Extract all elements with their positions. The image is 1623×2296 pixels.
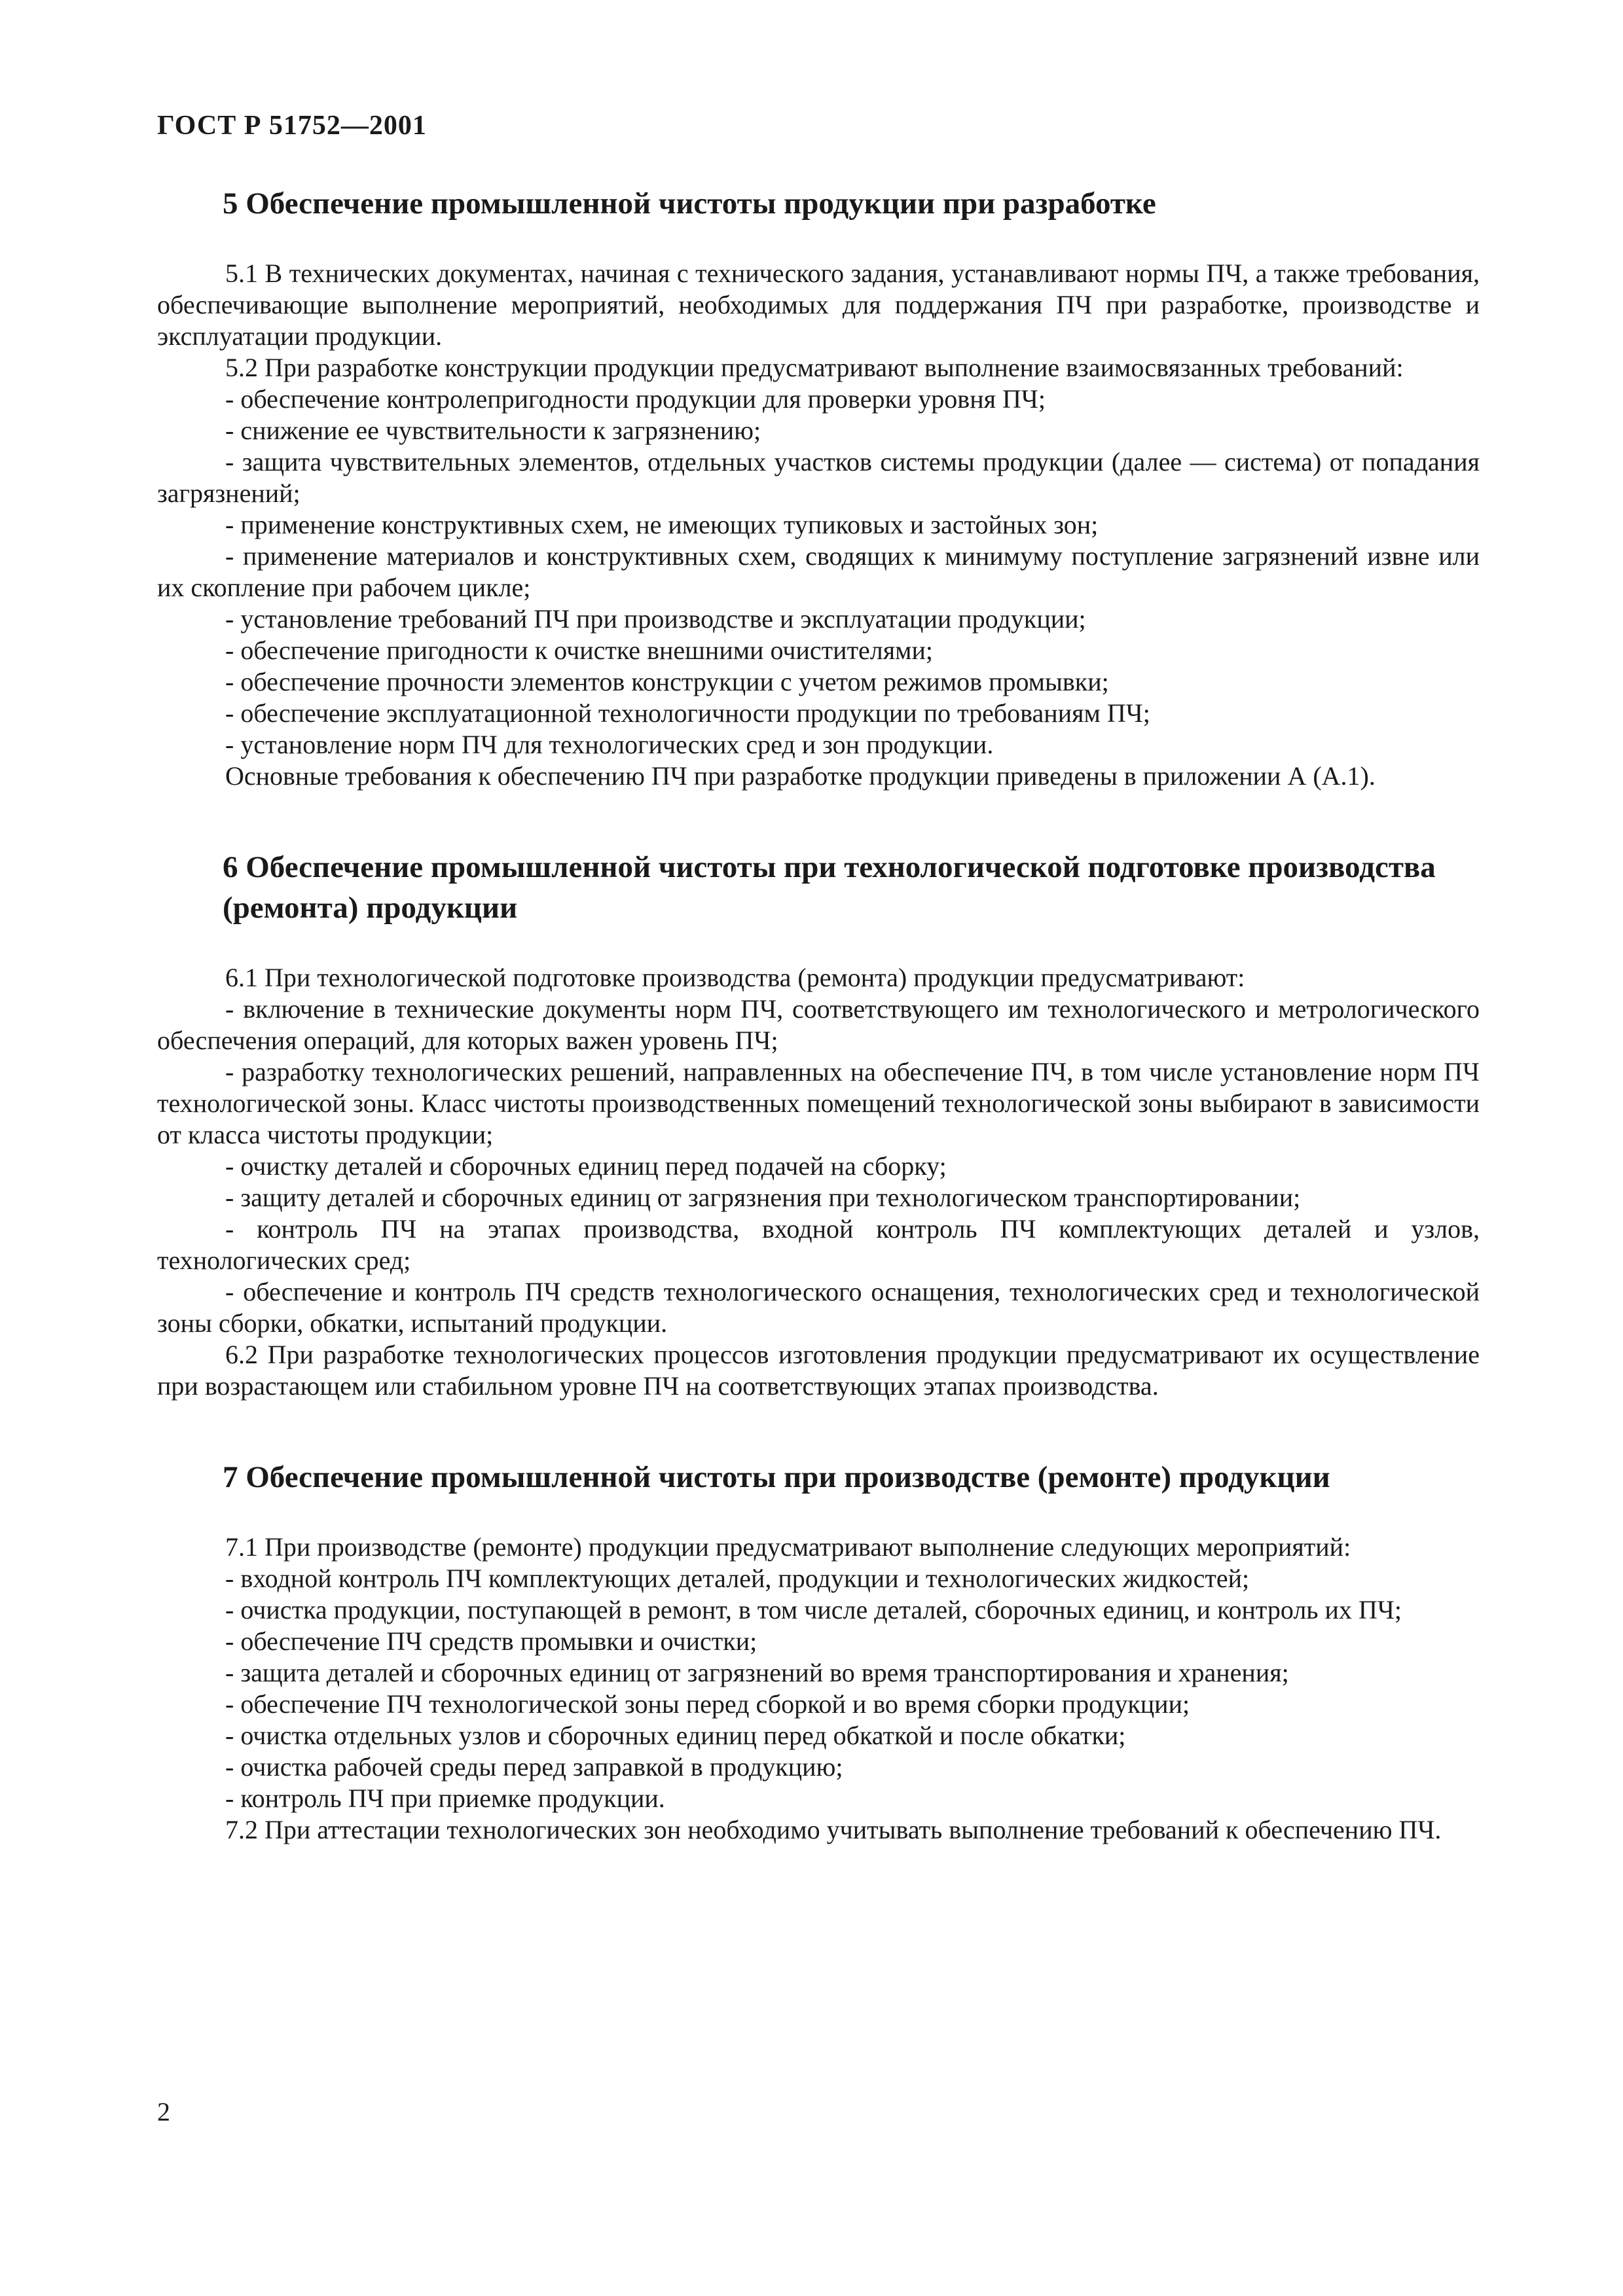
document-body <box>157 183 1480 1901</box>
list-item: - очистку деталей и сборочных единиц перед подачей на сборку; <box>225 1151 947 1181</box>
list-item: - очистка продукции, поступающей в ремонт, в том числе деталей, сборочных единиц, и контроль их ПЧ; <box>225 1595 1402 1624</box>
list-item: - обеспечение ПЧ технологической зоны перед сборкой и во время сборки продукции; <box>225 1689 1190 1719</box>
list-item: - защита деталей и сборочных единиц от загрязнений во время транспортирования и хранения; <box>225 1658 1289 1687</box>
list-item: - включение в технические документы норм ПЧ, соответствующего им технологического и метрологического обеспечения операций, для которых важен уровень ПЧ; <box>157 994 1480 1055</box>
list-item: - контроль ПЧ на этапах производства, входной контроль ПЧ комплектующих деталей и узлов, технологических сред; <box>157 1214 1480 1275</box>
list-item: - обеспечение ПЧ средств промывки и очистки; <box>225 1626 757 1656</box>
list-item: - контроль ПЧ при приемке продукции. <box>225 1784 665 1813</box>
list-item: - обеспечение прочности элементов конструкции с учетом режимов промывки; <box>225 667 1109 696</box>
list-item: - защиту деталей и сборочных единиц от загрязнения при технологическом транспортировании; <box>225 1183 1301 1212</box>
list-item: - очистка отдельных узлов и сборочных единиц перед обкаткой и после обкатки; <box>225 1721 1126 1750</box>
list-item: - обеспечение контролепригодности продукции для проверки уровня ПЧ; <box>225 384 1046 414</box>
section-heading: 5 Обеспечение промышленной чистоты продукции при разработке <box>223 187 1156 221</box>
section-6 <box>157 847 1480 1402</box>
list-item: - защита чувствительных элементов, отдельных участков системы продукции (далее — система) от попадания загрязнений; <box>157 447 1480 508</box>
paragraph: 7.2 При аттестации технологических зон необходимо учитывать выполнение требований к обеспечению ПЧ. <box>225 1815 1442 1844</box>
paragraph: 5.2 При разработке конструкции продукции предусматривают выполнение взаимосвязанных требований: <box>225 353 1404 382</box>
section-heading: 7 Обеспечение промышленной чистоты при производстве (ремонте) продукции <box>223 1460 1330 1494</box>
paragraph: 6.2 При разработке технологических процессов изготовления продукции предусматривают их осуществление при возрастающем или стабильном уровне ПЧ на соответствующих этапах производства. <box>157 1340 1480 1401</box>
section-heading: 6 Обеспечение промышленной чистоты при технологической подготовке производства (ремонта) продукции <box>223 850 1436 925</box>
list-item: - снижение ее чувствительности к загрязнению; <box>225 416 761 445</box>
list-item: - очистка рабочей среды перед заправкой в продукцию; <box>225 1752 843 1782</box>
list-item: - разработку технологических решений, направленных на обеспечение ПЧ, в том числе установление норм ПЧ технологической зоны. Класс чистоты производственных помещений технологической зоны выбирают в зависимости от класса чистоты продукции; <box>157 1057 1480 1149</box>
paragraph: 7.1 При производстве (ремонте) продукции предусматривают выполнение следующих мероприятий: <box>225 1532 1351 1562</box>
paragraph: Основные требования к обеспечению ПЧ при разработке продукции приведены в приложении А (А.1). <box>225 761 1376 791</box>
standard-code-header: ГОСТ Р 51752—2001 <box>157 111 427 141</box>
list-item: - входной контроль ПЧ комплектующих деталей, продукции и технологических жидкостей; <box>225 1564 1250 1593</box>
section-5 <box>157 183 1480 792</box>
paragraph: 6.1 При технологической подготовке производства (ремонта) продукции предусматривают: <box>225 963 1245 992</box>
page-number: 2 <box>157 2097 170 2126</box>
list-item: - обеспечение эксплуатационной технологичности продукции по требованиям ПЧ; <box>225 698 1150 728</box>
list-item: - обеспечение пригодности к очистке внешними очистителями; <box>225 636 933 665</box>
list-item: - применение материалов и конструктивных схем, сводящих к минимуму поступление загрязнений извне или их скопление при рабочем цикле; <box>157 541 1480 602</box>
list-item: - применение конструктивных схем, не имеющих тупиковых и застойных зон; <box>225 510 1099 539</box>
list-item: - установление норм ПЧ для технологических сред и зон продукции. <box>225 730 994 759</box>
section-7 <box>157 1457 1480 1846</box>
list-item: - обеспечение и контроль ПЧ средств технологического оснащения, технологических сред и технологической зоны сборки, обкатки, испытаний продукции. <box>157 1277 1480 1338</box>
list-item: - установление требований ПЧ при производстве и эксплуатации продукции; <box>225 604 1086 634</box>
paragraph: 5.1 В технических документах, начиная с технического задания, устанавливают нормы ПЧ, а также требования, обеспечивающие выполнение мероприятий, необходимых для поддержания ПЧ при разработке, производстве и эксплуатации продукции. <box>157 259 1480 351</box>
